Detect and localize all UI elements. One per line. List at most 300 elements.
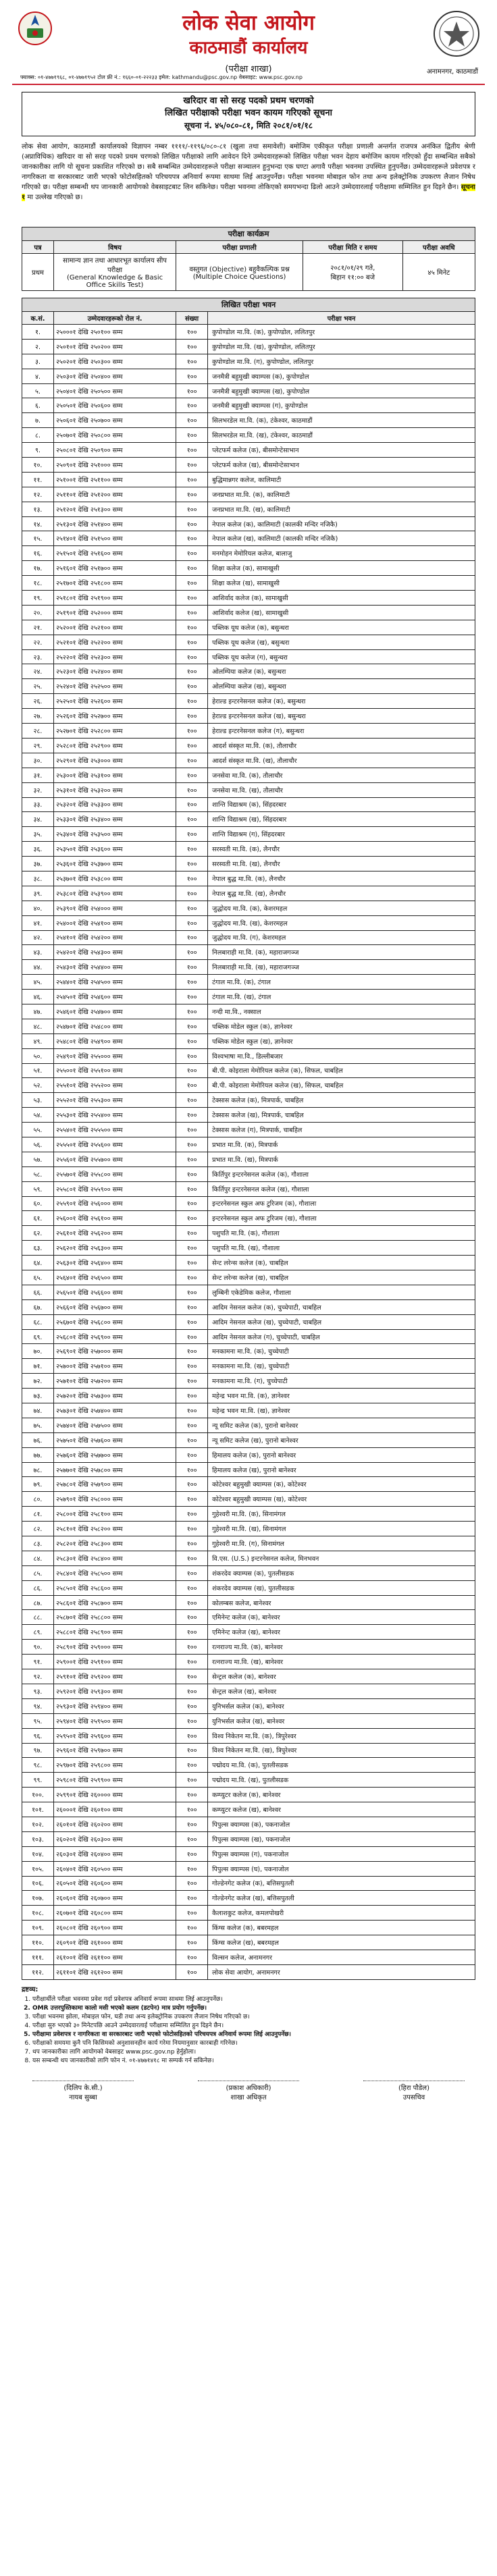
note-item: 7. थप जानकारीका लागि आयोगको वेबसाइट www.psc.gov.np हेर्नुहोला। (32, 2048, 475, 2057)
exam-center-row (22, 812, 475, 827)
row-count: १०० (176, 1655, 208, 1669)
program-system-np: वस्तुगत (Objective) बहुवैकल्पिक प्रश्न (189, 265, 290, 273)
row-count: १०० (176, 605, 208, 620)
row-serial: १९. (22, 591, 54, 606)
program-time: बिहान ११:०० बजे (330, 274, 375, 281)
row-serial: ६९. (22, 1329, 54, 1344)
row-serial: १८. (22, 576, 54, 591)
exam-center-row (22, 1788, 475, 1802)
row-roll-range: २५४८०१ देखि २५४९०० सम्म (53, 1034, 176, 1048)
exam-center-row (22, 960, 475, 975)
row-serial: १०४. (22, 1846, 54, 1861)
row-exam-center: मनकामना मा.वि. (ग), चुच्चेपाटी (208, 1374, 475, 1389)
row-count: १०० (176, 842, 208, 857)
row-roll-range: २५७५०१ देखि २५७६०० सम्म (53, 1432, 176, 1447)
row-exam-center: शिक्षा कलेज (ख), सामाखुसी (208, 576, 475, 591)
row-serial: ६४. (22, 1256, 54, 1270)
row-exam-center: मनमोहन मेमोरियल कलेज, बालाजु (208, 546, 475, 561)
exam-center-row (22, 1684, 475, 1698)
row-exam-center: आशिर्वाद कलेज (ख), सामाखुसी (208, 605, 475, 620)
note-item: 2. OMR उत्तरपुस्तिकामा कालो मसी भएको कलम (डटपेन) मात्र प्रयोग गर्नुपर्नेछ। (32, 2004, 475, 2013)
row-serial: ४८. (22, 1019, 54, 1034)
row-serial: १०३. (22, 1831, 54, 1846)
row-count: १०० (176, 694, 208, 709)
row-count: १०० (176, 1861, 208, 1876)
exam-center-row (22, 1831, 475, 1846)
row-exam-center: पिपुल्स क्याम्पस (क), पकनाजोल (208, 1817, 475, 1831)
exam-center-row (22, 487, 475, 502)
row-exam-center: नेपाल कलेज (क), कालिमाटी (कालकी मन्दिर नजिकै) (208, 516, 475, 531)
exam-center-row (22, 1817, 475, 1831)
notice-body-highlight: सूचना १ (22, 184, 475, 201)
exam-center-row (22, 1492, 475, 1507)
note-item: 3. परीक्षा भवनमा झोला, मोबाइल फोन, घडी तथा अन्य इलेक्ट्रोनिक उपकरण लैजान निषेध गरिएको छ। (32, 2013, 475, 2022)
row-roll-range: २६०२०१ देखि २६०३०० सम्म (53, 1831, 176, 1846)
program-subject (53, 254, 176, 291)
branch-name: (परीक्षा शाखा) (225, 64, 272, 74)
row-exam-center: जनमैत्री बहुमुखी क्याम्पस (क), कुपोण्डोल (208, 369, 475, 383)
row-count: १०० (176, 1950, 208, 1964)
row-count: १०० (176, 738, 208, 753)
exam-center-row (22, 664, 475, 679)
notice-number: सूचना नं. ४५/०८०-८१, मिति २०८१/०१/१८ (184, 121, 313, 130)
row-serial: १०८. (22, 1906, 54, 1921)
row-count: १०० (176, 354, 208, 369)
signatory-name: (प्रकाश अधिकारी) (198, 2081, 299, 2092)
row-serial: १०२. (22, 1817, 54, 1831)
row-serial: ७५. (22, 1418, 54, 1432)
row-serial: ७१. (22, 1359, 54, 1374)
row-roll-range: २५५२०१ देखि २५५३०० सम्म (53, 1093, 176, 1108)
row-serial: ६७. (22, 1299, 54, 1314)
row-roll-range: २५९९०१ देखि २६०००० सम्म (53, 1788, 176, 1802)
program-datetime (303, 254, 403, 291)
row-roll-range: २५८५०१ देखि २५८६०० सम्म (53, 1580, 176, 1595)
exam-center-row (22, 1093, 475, 1108)
row-serial: ९८. (22, 1758, 54, 1773)
row-roll-range: २५८१०१ देखि २५८२०० सम्म (53, 1522, 176, 1536)
row-serial: ३३. (22, 797, 54, 812)
exam-center-row (22, 1374, 475, 1389)
row-serial: ५४. (22, 1108, 54, 1123)
row-exam-center: टेक्सास कलेज (ख), मित्रपार्क, चाबहिल (208, 1108, 475, 1123)
exam-center-row (22, 1063, 475, 1078)
row-serial: ४५. (22, 975, 54, 990)
program-system-en: (Multiple Choice Questions) (192, 273, 286, 281)
row-exam-center: जनसेवा मा.वि. (ख), तौलाचौर (208, 782, 475, 797)
row-count: १०० (176, 1802, 208, 1817)
exam-center-row (22, 930, 475, 945)
row-serial: ४०. (22, 901, 54, 915)
row-count: १०० (176, 1891, 208, 1906)
row-serial: २१. (22, 620, 54, 635)
row-roll-range: २५४१०१ देखि २५४२०० सम्म (53, 930, 176, 945)
row-roll-range: २५९२०१ देखि २५९३०० सम्म (53, 1684, 176, 1698)
row-roll-range: २५५७०१ देखि २५५८०० सम्म (53, 1166, 176, 1181)
row-serial: ३९. (22, 886, 54, 901)
row-roll-range: २५३७०१ देखि २५३८०० सम्म (53, 871, 176, 886)
row-roll-range: २५२२०१ देखि २५२३०० सम्म (53, 649, 176, 664)
exam-center-row (22, 1921, 475, 1935)
row-serial: ८. (22, 428, 54, 443)
row-count: १०० (176, 443, 208, 458)
row-serial: ३४. (22, 812, 54, 827)
row-count: १०० (176, 827, 208, 842)
psc-seal-icon (432, 9, 481, 58)
note-item: 1. परीक्षार्थीले परीक्षा भवनमा प्रवेश गर्दा प्रवेशपत्र अनिवार्य रूपमा साथमा लिई आउनुपर्नेछ। (32, 1995, 475, 2004)
row-roll-range: २५३५०१ देखि २५३६०० सम्म (53, 842, 176, 857)
row-exam-center: एमिनेन्ट कलेज (क), बानेश्वर (208, 1610, 475, 1625)
exam-center-row (22, 546, 475, 561)
row-roll-range: २५०९०१ देखि २५१००० सम्म (53, 458, 176, 473)
row-roll-range: २५५३०१ देखि २५५४०० सम्म (53, 1108, 176, 1123)
row-roll-range: २६०७०१ देखि २६०८०० सम्म (53, 1906, 176, 1921)
row-count: १०० (176, 1551, 208, 1565)
exam-center-row (22, 1536, 475, 1551)
program-subject-en: (General Knowledge & Basic Office Skills Test) (67, 274, 163, 289)
row-serial: ६५. (22, 1270, 54, 1285)
exam-center-row (22, 694, 475, 709)
row-roll-range: २५०८०१ देखि २५०९०० सम्म (53, 443, 176, 458)
contact-line: फ्याक्स: ०१-४७७१९६८, ०१-४७७१९५२ टोल फ्री नं.: १६६०-०१-२२२३३ इमेल: kathmandu@psc.gov.np वेबसाइट: www.psc.gov.np (20, 74, 303, 80)
row-exam-center: कुपोण्डोल मा.वि. (ख), कुपोण्डोल, ललितपुर (208, 339, 475, 354)
row-exam-center: विश्व निकेतन मा.वि. (क), त्रिपुरेश्वर (208, 1728, 475, 1743)
row-count: १०० (176, 1019, 208, 1034)
row-count: १०० (176, 1846, 208, 1861)
row-roll-range: २५६१०१ देखि २५६२०० सम्म (53, 1226, 176, 1241)
row-count: १०० (176, 945, 208, 960)
exam-center-row (22, 886, 475, 901)
row-serial: ७०. (22, 1344, 54, 1359)
row-exam-center: आशिर्वाद कलेज (क), सामाखुसी (208, 591, 475, 606)
row-roll-range: २५५९०१ देखि २५६००० सम्म (53, 1196, 176, 1211)
row-serial: ६६. (22, 1285, 54, 1299)
row-exam-center: गुहेश्वरी मा.वि. (ग), सिनामंगल (208, 1536, 475, 1551)
exam-center-row (22, 1610, 475, 1625)
row-count: १०० (176, 591, 208, 606)
row-count: १०० (176, 975, 208, 990)
row-exam-center: हिमालय कलेज (क), पुरानो बानेश्वर (208, 1447, 475, 1462)
row-serial: १०. (22, 458, 54, 473)
exam-center-row (22, 975, 475, 990)
row-serial: ९२. (22, 1669, 54, 1684)
row-roll-range: २५८८०१ देखि २५८९०० सम्म (53, 1625, 176, 1640)
row-count: १०० (176, 1565, 208, 1580)
row-exam-center: पद्मोदय मा.वि. (क), पुतलीसडक (208, 1758, 475, 1773)
row-exam-center: नेपाल कलेज (ख), कालिमाटी (कालकी मन्दिर नजिकै) (208, 531, 475, 546)
row-serial: १. (22, 325, 54, 340)
row-roll-range: २५७२०१ देखि २५७३०० सम्म (53, 1389, 176, 1403)
centers-header-count: संख्या (176, 312, 208, 325)
row-exam-center: आदर्श संस्कृत मा.वि. (क), तौलाचौर (208, 738, 475, 753)
exam-center-row (22, 516, 475, 531)
row-roll-range: २५१८०१ देखि २५१९०० सम्म (53, 591, 176, 606)
row-exam-center: कोटेश्वर बहुमुखी क्याम्पस (ख), कोटेश्वर (208, 1492, 475, 1507)
row-serial: २०. (22, 605, 54, 620)
row-roll-range: २५८९०१ देखि २५९००० सम्म (53, 1640, 176, 1655)
row-serial: ८२. (22, 1522, 54, 1536)
notice-body-text: लोक सेवा आयोग, काठमाडौं कार्यालयको विज्ञापन नम्बर ११११/-११९६/०८०-८१ (खुला तथा समावेशी) बमोजिम एकीकृत परीक्षा प्रणाली अन्तर्गत राजपत्र अनंकित द्वितीय श्रेणी (अप्राविधिक) खरिदार वा सो सरह पदको प्रथम चरणको लिखित परीक्षाको लागि आवेदन दिने उम्मेदवारहरूको लिखित परीक्षा भवन देहाय बमोजिम कायम गरिएको हुँदा सम्बन्धित सबैको जानकारीका लागि यो सूचना प्रकाशित गरिएको छ। सबै सम्बन्धित उम्मेदवारहरूले परीक्षा सञ्चालन हुनुभन्दा एक घण्टा अगावै परीक्षा भवनमा उपस्थित हुनुपर्नेछ। उम्मेदवारहरूले प्रवेशपत्र र नागरिकता वा सरकारबाट जारी भएको फोटोसहितको परिचयपत्र अनिवार्य रूपमा साथमा लिई आउनुपर्नेछ। परीक्षा भवनमा मोबाइल फोन तथा अन्य इलेक्ट्रोनिक उपकरण लैजान निषेध गरिएको छ। परीक्षा सम्बन्धी थप जानकारी आयोगको वेबसाइटबाट लिन सकिनेछ। परीक्षा भवनमा तोकिएको समयभन्दा ढिलो आउने उम्मेदवारलाई परीक्षामा सम्मिलित हुन दिइने छैन। (22, 143, 475, 191)
row-roll-range: २५२००१ देखि २५२१०० सम्म (53, 620, 176, 635)
row-count: १०० (176, 649, 208, 664)
exam-center-row (22, 413, 475, 428)
row-exam-center: सेन्ट्रल कलेज (ख), बानेश्वर (208, 1684, 475, 1698)
row-roll-range: २५७९०१ देखि २५८००० सम्म (53, 1492, 176, 1507)
exam-center-row (22, 1773, 475, 1788)
row-exam-center: सेन्ट लरेन्स कलेज (क), चाबहिल (208, 1256, 475, 1270)
exam-center-row (22, 1123, 475, 1137)
row-roll-range: २५१००१ देखि २५११०० सम्म (53, 472, 176, 487)
row-roll-range: २५१४०१ देखि २५१५०० सम्म (53, 531, 176, 546)
row-serial: ५६. (22, 1137, 54, 1152)
row-roll-range: २५६४०१ देखि २५६५०० सम्म (53, 1270, 176, 1285)
exam-center-row (22, 1196, 475, 1211)
row-serial: ३५. (22, 827, 54, 842)
exam-center-row (22, 1906, 475, 1921)
row-serial: ७३. (22, 1389, 54, 1403)
row-exam-center: नेपाल बुद्ध मा.वि. (ख), लैनचौर (208, 886, 475, 901)
row-exam-center: टेक्सास कलेज (ग), मित्रपार्क, चाबहिल (208, 1123, 475, 1137)
row-serial: ७४. (22, 1403, 54, 1418)
exam-center-row (22, 1891, 475, 1906)
row-exam-center: पिपुल्स क्याम्पस (ग), पकनाजोल (208, 1846, 475, 1861)
exam-centers-table (22, 311, 475, 1980)
exam-center-row (22, 1669, 475, 1684)
signature-block-2 (198, 2081, 299, 2101)
row-roll-range: २५२७०१ देखि २५२८०० सम्म (53, 724, 176, 739)
row-exam-center: कुपोण्डोल मा.वि. (ग), कुपोण्डोल, ललितपुर (208, 354, 475, 369)
row-exam-center: हेराल्ड इन्टरनेसनल कलेज (ग), बसुन्धरा (208, 724, 475, 739)
row-exam-center: जुद्धोदय मा.वि. (क), केशरमहल (208, 901, 475, 915)
row-count: १०० (176, 369, 208, 383)
row-serial: १०१. (22, 1802, 54, 1817)
row-exam-center: न्यू समिट कलेज (ख), पुरानो बानेश्वर (208, 1432, 475, 1447)
row-exam-center: जनप्रभात मा.वि. (ख), कालिमाटी (208, 502, 475, 516)
row-exam-center: आदिम नेसनल कलेज (ख), चुच्चेपाटी, चाबहिल (208, 1314, 475, 1329)
row-roll-range: २५०५०१ देखि २५०६०० सम्म (53, 398, 176, 413)
row-count: १०० (176, 1536, 208, 1551)
row-serial: ५०. (22, 1048, 54, 1063)
row-serial: ५२. (22, 1078, 54, 1093)
row-count: १०० (176, 664, 208, 679)
signature-block-1 (32, 2081, 134, 2101)
row-count: १०० (176, 1241, 208, 1256)
exam-center-row (22, 1166, 475, 1181)
row-exam-center: किंग्स कलेज (ख), बबरमहल (208, 1935, 475, 1950)
row-exam-center: वि.एस. (U.S.) इन्टरनेसनल कलेज, मिनभवन (208, 1551, 475, 1565)
exam-center-row (22, 1256, 475, 1270)
row-roll-range: २५५१०१ देखि २५५२०० सम्म (53, 1078, 176, 1093)
row-roll-range: २५०७०१ देखि २५०८०० सम्म (53, 428, 176, 443)
exam-center-row (22, 1935, 475, 1950)
note-item: 5. परीक्षामा प्रवेशपत्र र नागरिकता वा सरकारबाट जारी भएको फोटोसहितको परिचयपत्र अनिवार्य रूपमा लिई आउनुपर्नेछ। (32, 2031, 475, 2039)
row-roll-range: २५९८०१ देखि २५९९०० सम्म (53, 1773, 176, 1788)
row-roll-range: २५३४०१ देखि २५३५०० सम्म (53, 827, 176, 842)
row-count: १०० (176, 1432, 208, 1447)
notice-title-line1: खरिदार वा सो सरह पदको प्रथम चरणको (183, 96, 314, 106)
row-exam-center: टंगाल मा.वि. (क), टंगाल (208, 975, 475, 990)
row-exam-center: पब्लिक यूथ कलेज (ग), बसुन्धरा (208, 649, 475, 664)
row-count: १०० (176, 1698, 208, 1713)
row-roll-range: २५९७०१ देखि २५९८०० सम्म (53, 1758, 176, 1773)
row-serial: २७. (22, 709, 54, 724)
row-roll-range: २५४४०१ देखि २५४५०० सम्म (53, 975, 176, 990)
row-count: १०० (176, 782, 208, 797)
row-exam-center: पशुपति मा.वि. (क), गौशाला (208, 1226, 475, 1241)
row-count: १०० (176, 472, 208, 487)
exam-program-caption: परीक्षा कार्यक्रम (22, 227, 475, 241)
row-count: १०० (176, 1492, 208, 1507)
row-roll-range: २६०५०१ देखि २६०६०० सम्म (53, 1876, 176, 1891)
row-serial: १०७. (22, 1891, 54, 1906)
exam-center-row (22, 1950, 475, 1964)
office-location: अनामनगर, काठमाडौं (427, 68, 478, 76)
row-count: १०० (176, 886, 208, 901)
row-exam-center: पिपुल्स क्याम्पस (घ), पकनाजोल (208, 1861, 475, 1876)
exam-center-row (22, 1004, 475, 1019)
program-header-subject: विषय (53, 241, 176, 254)
row-roll-range: २५४३०१ देखि २५४४०० सम्म (53, 960, 176, 975)
exam-center-row (22, 1078, 475, 1093)
row-count: १०० (176, 1580, 208, 1595)
exam-center-row (22, 1565, 475, 1580)
exam-center-row (22, 1048, 475, 1063)
row-serial: ४७. (22, 1004, 54, 1019)
row-serial: १६. (22, 546, 54, 561)
exam-center-row (22, 901, 475, 915)
row-count: १०० (176, 1522, 208, 1536)
row-serial: ३७. (22, 857, 54, 871)
row-exam-center: ओलम्पिया कलेज (क), बसुन्धरा (208, 664, 475, 679)
row-serial: ८५. (22, 1565, 54, 1580)
row-roll-range: २५९६०१ देखि २५९७०० सम्म (53, 1743, 176, 1758)
row-serial: ८८. (22, 1610, 54, 1625)
row-exam-center: सेन्ट्रल कलेज (क), बानेश्वर (208, 1669, 475, 1684)
row-exam-center: शंकरदेव क्याम्पस (ख), पुतलीसडक (208, 1580, 475, 1595)
notes-section (22, 1985, 475, 2066)
row-serial: ३०. (22, 753, 54, 768)
row-exam-center: गुहेश्वरी मा.वि. (क), सिनामंगल (208, 1507, 475, 1522)
exam-center-row (22, 1152, 475, 1166)
row-roll-range: २५०६०१ देखि २५०७०० सम्म (53, 413, 176, 428)
row-count: १०० (176, 487, 208, 502)
row-exam-center: एमिनेन्ट कलेज (ख), बानेश्वर (208, 1625, 475, 1640)
row-roll-range: २५०३०१ देखि २५०४०० सम्म (53, 369, 176, 383)
row-serial: २४. (22, 664, 54, 679)
exam-center-row (22, 1595, 475, 1610)
row-roll-range: २५५४०१ देखि २५५५०० सम्म (53, 1123, 176, 1137)
row-exam-center: मनकामना मा.वि. (क), चुच्चेपाटी (208, 1344, 475, 1359)
row-count: १०० (176, 1728, 208, 1743)
exam-center-row (22, 1181, 475, 1196)
office-name: काठमाडौं कार्यालय (189, 38, 308, 58)
row-roll-range: २५९३०१ देखि २५९४०० सम्म (53, 1698, 176, 1713)
row-roll-range: २५४७०१ देखि २५४८०० सम्म (53, 1019, 176, 1034)
row-serial: ७९. (22, 1477, 54, 1492)
row-exam-center: शान्ति विद्याश्रम (ख), सिंहदरबार (208, 812, 475, 827)
row-roll-range: २५३१०१ देखि २५३२०० सम्म (53, 782, 176, 797)
row-serial: ६२. (22, 1226, 54, 1241)
row-count: १०० (176, 1329, 208, 1344)
program-row (22, 254, 475, 291)
row-serial: ७६. (22, 1432, 54, 1447)
row-count: १०० (176, 1507, 208, 1522)
row-count: १०० (176, 1211, 208, 1226)
row-roll-range: २५७००१ देखि २५७१०० सम्म (53, 1359, 176, 1374)
row-count: १०० (176, 1447, 208, 1462)
row-count: १०० (176, 1462, 208, 1477)
row-count: १०० (176, 901, 208, 915)
notes-heading: द्रष्टव्य: (22, 1985, 38, 1993)
row-roll-range: २५१२०१ देखि २५१३०० सम्म (53, 502, 176, 516)
signatory-name: (दिलिप के.सी.) (32, 2081, 134, 2092)
row-roll-range: २५८७०१ देखि २५८८०० सम्म (53, 1610, 176, 1625)
exam-center-row (22, 1876, 475, 1891)
signatory-name: (हिरा पौडेल) (363, 2081, 465, 2092)
row-count: १०० (176, 1906, 208, 1921)
row-serial: २६. (22, 694, 54, 709)
row-count: १०० (176, 724, 208, 739)
row-count: १०० (176, 1684, 208, 1698)
exam-center-row (22, 458, 475, 473)
row-exam-center: किंग्स कलेज (क), बबरमहल (208, 1921, 475, 1935)
notice-body-tail: मा उल्लेख गरिएको छ। (27, 194, 83, 201)
exam-center-row (22, 945, 475, 960)
row-count: १०० (176, 1344, 208, 1359)
row-count: १०० (176, 797, 208, 812)
exam-center-row (22, 797, 475, 812)
row-serial: ६०. (22, 1196, 54, 1211)
row-count: १०० (176, 1048, 208, 1063)
row-count: १०० (176, 1935, 208, 1950)
notice-body (22, 142, 475, 223)
row-count: १०० (176, 516, 208, 531)
row-exam-center: बुद्धिमान्नगर कलेज, कालिमाटी (208, 472, 475, 487)
exam-center-row (22, 1861, 475, 1876)
row-roll-range: २५५५०१ देखि २५५६०० सम्म (53, 1137, 176, 1152)
row-exam-center: इन्टरनेसनल स्कुल अफ टुरिजम (ख), गौशाला (208, 1211, 475, 1226)
exam-center-row (22, 1137, 475, 1152)
exam-center-row (22, 1211, 475, 1226)
row-roll-range: २६०८०१ देखि २६०९०० सम्म (53, 1921, 176, 1935)
row-count: १०० (176, 1921, 208, 1935)
exam-center-row (22, 1964, 475, 1979)
row-roll-range: २५८२०१ देखि २५८३०० सम्म (53, 1536, 176, 1551)
exam-program-table (22, 227, 475, 291)
exam-center-row (22, 443, 475, 458)
row-count: १०० (176, 398, 208, 413)
row-exam-center: जनमैत्री बहुमुखी क्याम्पस (ख), कुपोण्डोल (208, 383, 475, 398)
row-serial: २८. (22, 724, 54, 739)
row-exam-center: हेराल्ड इन्टरनेसनल कलेज (क), बसुन्धरा (208, 694, 475, 709)
program-header-datetime: परीक्षा मिति र समय (303, 241, 403, 254)
row-roll-range: २५७३०१ देखि २५७४०० सम्म (53, 1403, 176, 1418)
exam-center-row (22, 871, 475, 886)
exam-center-row (22, 605, 475, 620)
row-exam-center: आदिम नेसनल कलेज (ग), चुच्चेपाटी, चाबहिल (208, 1329, 475, 1344)
row-serial: ९१. (22, 1655, 54, 1669)
row-serial: ८४. (22, 1551, 54, 1565)
row-roll-range: २५६७०१ देखि २५६८०० सम्म (53, 1314, 176, 1329)
row-serial: २३. (22, 649, 54, 664)
exam-centers-body (22, 325, 475, 1980)
row-roll-range: २५६५०१ देखि २५६६०० सम्म (53, 1285, 176, 1299)
row-count: १०० (176, 1788, 208, 1802)
row-roll-range: २५५६०१ देखि २५५७०० सम्म (53, 1152, 176, 1166)
row-serial: ९३. (22, 1684, 54, 1698)
exam-center-row (22, 1359, 475, 1374)
row-exam-center: इन्टरनेसनल स्कुल अफ टुरिजम (क), गौशाला (208, 1196, 475, 1211)
